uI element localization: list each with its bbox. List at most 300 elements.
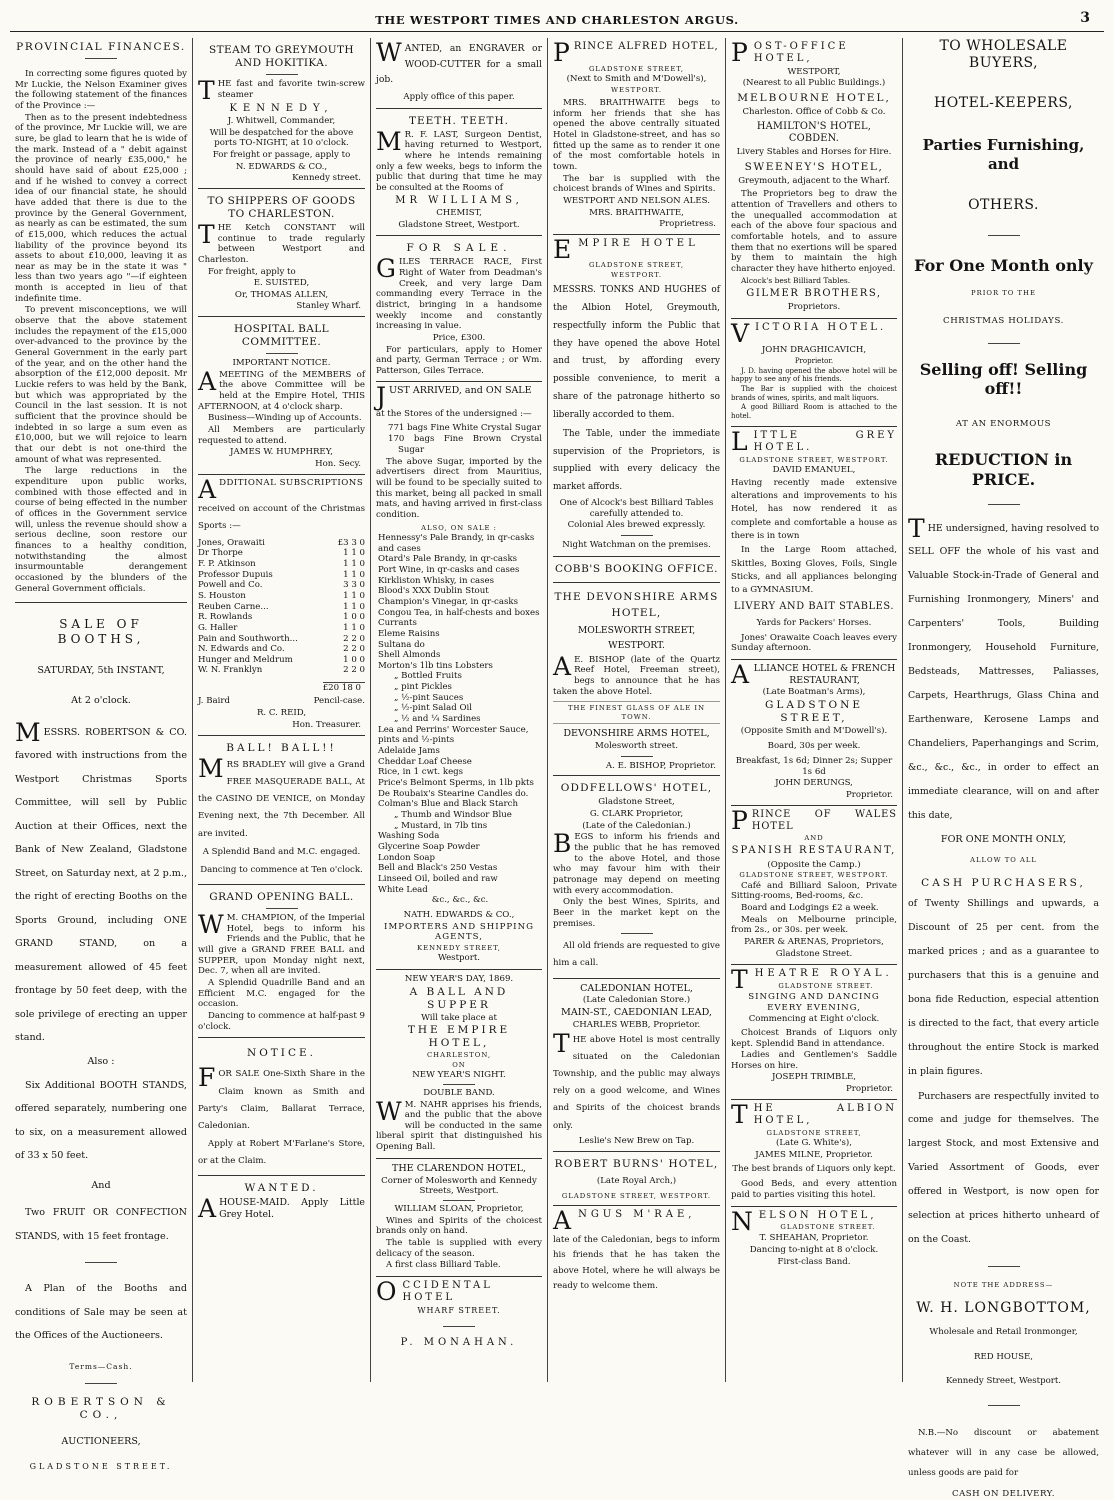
bradley <box>198 753 365 843</box>
goods-item: Price's Belmont Sperms, in 1lb pkts <box>378 778 534 789</box>
shippers-heading: TO SHIPPERS OF GOODS TO CHARLESTON. <box>207 194 356 220</box>
alliance-heading: LLIANCE HOTEL & FRENCH RESTAURANT, <box>753 663 896 686</box>
finances-para-4: The large reductions in the expenditure upon public works, combined with those effected and in course of being effected in the number of offices in the Government service will, unless the revenue should show a serious decline, soon restore our finances to a healthy condition, notwithstanding the almost insurmountable derangement occasioned by the blunders of the General Government officials. <box>15 466 187 594</box>
goods-item: Congou Tea, in half-chests and boxes <box>378 607 540 618</box>
prince-alfred-ad <box>553 38 720 235</box>
steam-heading: STEAM TO GREYMOUTH AND HOKITIKA. <box>209 44 354 70</box>
cal-above-text: HE above Hotel is most centrally situated on the Caledonian Township, and the public may always rely on a good welcome, and Wines and Spirits of the choicest brands only. <box>553 1034 720 1131</box>
webb: CHARLES WEBB, Proprietor. <box>572 1020 701 1031</box>
drop-cap: A <box>553 651 572 681</box>
one-month: For One Month only <box>914 255 1093 275</box>
pa-next-to: (Next to Smith and M'Dowell's), <box>566 73 707 84</box>
subscription-amount: 1 0 0 <box>343 612 365 623</box>
corner: Corner of Molesworth and Kennedy Streets, Westport. <box>381 1175 537 1197</box>
emanuel-text: Having recently made extensive alterations and improvements to his Hotel, has now rendered it as complete and comfortable a house as there is in town <box>731 477 897 541</box>
divider <box>988 1405 1020 1406</box>
subscription-row <box>198 559 365 570</box>
subscriptions-ad <box>198 475 365 736</box>
subscription-row <box>198 538 365 549</box>
column-3 <box>371 38 548 1382</box>
pa-gladstone: GLADSTONE STREET, <box>588 64 685 73</box>
dentist <box>376 126 542 194</box>
westport: Westport. <box>437 953 481 964</box>
clarendon-billiards: A first class Billiard Table. <box>386 1260 501 1271</box>
subscription-amount: 1 1 0 <box>343 601 365 612</box>
page-number: 3 <box>1080 10 1090 26</box>
alliance-ad <box>731 660 897 805</box>
masthead <box>10 10 1104 32</box>
booths-body-text: ESSRS. ROBERTSON & CO. favored with instructions from the Westport Christmas Sports Committee, will sell by Public Auction at their Offices, next the Bank of New Zealand, Gladstone Street, on Saturday next, at 2 p.m., the right of erecting Booths on the Sports Ground, including ONE GRAND STAND, on a measurement allowed of 45 feet frontage by 50 feet deep, with the sole privilege of erecting an upper stand. <box>15 726 187 1044</box>
subscription-amount: 2 2 0 <box>343 633 365 644</box>
freight-note: For freight or passage, apply to <box>212 149 351 160</box>
for-sale-heading: FOR SALE. <box>406 242 512 255</box>
albion <box>731 1099 897 1129</box>
subscription-amount: £3 3 0 <box>337 537 365 548</box>
opposite-camp: (Opposite the Camp.) <box>767 859 861 870</box>
ship-name: KENNEDY, <box>229 102 334 114</box>
coach: Jones' Orawaite Coach leaves every Sunday afternoon. <box>731 632 897 654</box>
first-class-band: First-class Band. <box>777 1256 851 1267</box>
divider <box>988 343 1020 344</box>
agent: N. EDWARDS & CO., <box>235 161 328 172</box>
divider <box>621 535 653 536</box>
clarendon-ad <box>376 1159 542 1277</box>
tonks: MESSRS. TONKS AND HUGHES of the Albion Hotel, Greymouth, respectfully inform the Public that they have opened the above Hotel and trust, by affording every possible convenience, to merit a share of the patronage hitherto so liberally accorded to them. <box>553 285 720 420</box>
subscriptions-table <box>198 538 365 677</box>
best-brands: The best brands of Liquors only kept. <box>732 1164 896 1175</box>
odd-only: Only the best Wines, Spirits, and Beer in the market kept on the premises. <box>553 897 720 929</box>
also-on-sale: ALSO, ON SALE : <box>421 523 497 532</box>
occidental <box>376 1276 542 1306</box>
sheahan: T. SHEAHAN, Proprietor. <box>759 1233 869 1244</box>
subscription-amount: 1 0 0 <box>343 654 365 665</box>
mrae <box>553 1206 720 1236</box>
giles-race-text: ILES TERRACE RACE, First Right of Water from Deadman's Creek, and very large Dam commanding every Terrace in the district, bringing in a handsome weekly income and constantly increasing in value. <box>376 257 542 332</box>
divider <box>266 74 298 75</box>
also: Also : <box>87 1055 115 1067</box>
suisted: E. SUISTED, <box>253 278 310 289</box>
nelson-street: GLADSTONE STREET. <box>780 1223 876 1232</box>
secretary-title: Hon. Secy. <box>315 459 361 470</box>
opening-ball-ad <box>198 885 365 1038</box>
goods-item: Cheddar Loaf Cheese <box>378 756 472 767</box>
double-band: DOUBLE BAND. <box>423 1087 495 1098</box>
empire-hotel: THE EMPIRE HOTEL, <box>407 1024 511 1050</box>
reduction: REDUCTION in PRICE. <box>934 449 1073 489</box>
engraver <box>376 38 542 88</box>
drop-cap: M <box>376 126 402 156</box>
prince-wales <box>731 805 897 835</box>
drop-cap: O <box>376 1276 400 1306</box>
goods-item: De Roubaix's Stearine Candles do. <box>378 788 529 799</box>
nahr <box>376 1096 542 1153</box>
cafe: Café and Billiard Saloon, Private Sitting-rooms, Bed-rooms, &c. <box>731 880 897 902</box>
divider <box>988 504 1020 505</box>
subscriber-name: S. Houston <box>198 590 246 601</box>
subscriber-name: Jones, Orawaiti <box>198 537 265 548</box>
drop-cap: W <box>198 910 224 940</box>
sale-date: SATURDAY, 5th INSTANT, <box>37 664 165 676</box>
nelson-ad <box>731 1207 897 1267</box>
new-years-night: NEW YEAR'S NIGHT. <box>412 1070 506 1081</box>
steam-intro <box>198 76 365 106</box>
drop-cap: M <box>15 717 41 747</box>
new-year-ad <box>376 970 542 1159</box>
little-grey <box>731 426 897 456</box>
drop-cap: A <box>731 660 750 690</box>
for-sale-ad <box>376 236 542 382</box>
gilmer-props: Proprietors. <box>787 302 841 313</box>
empire-gladstone: GLADSTONE STREET, <box>588 261 685 270</box>
goods-item: Glycerine Soap Powder <box>378 841 480 852</box>
bradley-text: RS BRADLEY will give a Grand FREE MASQUERADE BALL, At the CASINO DE VENICE, on Monday Evening next, the 7th December. All are invited. <box>198 759 365 839</box>
alliance <box>731 660 897 690</box>
parer: PARER & ARENAS, Proprietors, <box>744 937 884 948</box>
allen: Or, THOMAS ALLEN, <box>234 289 329 300</box>
oddfellows-heading: ODDFELLOWS' HOTEL, <box>560 782 713 795</box>
wharf-street: WHARF STREET. <box>417 1305 501 1315</box>
subscription-row <box>198 623 365 634</box>
goods-item: „ pint Pickles <box>394 682 452 693</box>
subscription-row <box>198 612 365 623</box>
drop-cap: L <box>731 426 751 456</box>
provincial-finances-heading: PROVINCIAL FINANCES. <box>16 41 186 53</box>
drop-cap: P <box>731 38 751 67</box>
melbourne-heading: MELBOURNE HOTEL, <box>737 92 891 105</box>
proprietress: Proprietress. <box>659 219 716 230</box>
goods-item: Sultana do <box>378 639 425 650</box>
drop-cap: F <box>198 1063 216 1093</box>
column-6 <box>903 38 1104 1500</box>
opening-ball-heading: GRAND OPENING BALL. <box>209 891 354 904</box>
longbottom-body-text: HE undersigned, having resolved to SELL OFF the whole of his vast and Valuable Stock-in-Trade of General and Furnishing Ironmongery, Miners' and Carpenters' Tools, Building Ironmongery, Household Furniture, Bedsteads, Mattresses, Paliasses, Carpets, Hearthrugs, Glass China and Earthenware, Kerosene Lamps and Chandeliers, Paperhangings and Scrim, &c., &c., &c., in order to effect an immediate clearance, will on and after this date, <box>908 522 1099 822</box>
drop-cap: E <box>553 234 576 264</box>
commander: J. Whitwell, Commander, <box>227 115 336 126</box>
dancing: Dancing to commence at Ten o'clock. <box>200 864 363 875</box>
burns-heading: ROBERT BURNS' HOTEL, <box>554 1158 719 1171</box>
bishop-text: E. BISHOP (late of the Quartz Reef Hotel, Freeman street), begs to announce that he has taken the above Hotel. <box>553 654 720 697</box>
hamilton-heading: HAMILTON'S HOTEL, COBDEN. <box>756 120 872 144</box>
subscription-amount: 1 1 0 <box>343 622 365 633</box>
divider <box>266 908 298 909</box>
occidental-heading: CCIDENTAL HOTEL <box>402 1279 493 1304</box>
stores-note: at the Stores of the undersigned :— <box>376 408 532 419</box>
secretary: JAMES W. HUMPHREY, <box>230 447 333 458</box>
drop-cap: A <box>553 1206 576 1236</box>
others: OTHERS. <box>968 197 1039 214</box>
devonshire-heading: THE DEVONSHIRE ARMS HOTEL, <box>554 590 719 620</box>
subscription-row <box>198 634 365 645</box>
divider <box>621 933 653 934</box>
subscriber-name: N. Edwards and Co. <box>198 644 285 655</box>
molesworth-2: Molesworth street. <box>595 741 678 751</box>
drop-cap: M <box>198 753 224 783</box>
drop-cap: J <box>376 382 387 412</box>
goods-item: Blood's XXX Dublin Stout <box>378 586 489 597</box>
edwards-firm: NATH. EDWARDS & CO., <box>403 909 515 920</box>
wanted-ad <box>198 1176 365 1224</box>
theatre-heading: HEATRE ROYAL. <box>754 968 893 980</box>
livery: Livery Stables and Horses for Hire. <box>736 147 892 158</box>
odd-begs-text: EGS to inform his friends and the public that he has removed to the above Hotel, and those who may favour him with their patronage may depend on meeting with every accommodation. <box>553 832 720 896</box>
subscription-amount: 3 3 0 <box>343 580 365 591</box>
for-one-month: FOR ONE MONTH ONLY, <box>940 834 1067 846</box>
victoria-ad <box>731 319 897 427</box>
subscriber-name: R. Rowlands <box>198 612 253 623</box>
plan-note: A Plan of the Booths and conditions of Sale may be seen at the Offices of the Auctioneers. <box>15 1283 187 1342</box>
quadrille: A Splendid Quadrille Band and an Efficient M.C. engaged for the occasion. <box>198 978 365 1010</box>
divider <box>443 1200 475 1201</box>
drop-cap: P <box>731 805 749 835</box>
share-sale-text: OR SALE One-Sixth Share in the Claim known as Smith and Party's Claim, Ballarat Terrace, Caledonian. <box>198 1069 365 1131</box>
goods-item: Lea and Perrins' Worcester Sauce, pints and ½-pints <box>378 724 529 746</box>
column-2 <box>193 38 371 1382</box>
williams: MR WILLIAMS, <box>395 194 523 206</box>
chemist: CHEMIST, <box>436 207 482 218</box>
goods-item: Morton's 1lb tins Lobsters <box>378 660 493 671</box>
empire-table: The Table, under the immediate supervision of the Proprietors, is supplied with every delicacy the market affords. <box>553 428 720 493</box>
choicest: Choicest Brands of Liquors only kept. Splendid Band in attendance. <box>731 1027 897 1049</box>
wholesale-retail: Wholesale and Retail Ironmonger, <box>929 1327 1078 1338</box>
post-office <box>731 38 897 67</box>
steam-ad <box>198 38 365 189</box>
board: Board, 30s per week. <box>767 740 861 751</box>
goods-item: „ Thumb and Windsor Blue <box>394 810 512 821</box>
alliance-street: GLADSTONE STREET, <box>764 699 864 725</box>
little-grey-ad <box>731 427 897 660</box>
departure: Will be despatched for the above ports TO-NIGHT, at 10 o'clock. <box>209 127 354 149</box>
alcock: One of Alcock's best Billiard Tables carefully attended to. <box>559 497 714 519</box>
subscriber-name: G. Haller <box>198 622 238 633</box>
finances-para-2: Then as to the present indebtedness of the province, Mr Luckie will, we are sure, be glad to learn that he is wide of the mark. Instead of a " debit against the province of nearly £35,000," he should have said of about £25,000 ; and if he wished to convey a correct idea of our financial state, he should have added that there is due to the province by the General Government, as nearly as can be estimated, the sum of £15,000, which reduces the actual liability of the province beyond its assets to about £10,000, leaving it as near as may be in the state it was " less than two years ago "—if eighteen month is accepted in lieu of that indefinite time. <box>15 112 187 304</box>
auctioneers: AUCTIONEERS, <box>61 1436 141 1448</box>
apply-store: Apply at Robert M'Farlane's Store, or at the Claim. <box>198 1139 365 1167</box>
theatre-street: GLADSTONE STREET. <box>778 981 874 990</box>
cash-purchasers: CASH PURCHASERS, <box>921 876 1086 889</box>
goods-item: Rice, in 1 cwt. kegs <box>378 767 464 778</box>
subscription-row <box>198 548 365 559</box>
subscriber-name: Hunger and Meldrum <box>198 654 293 665</box>
divider <box>988 235 1020 236</box>
subscriber-name: Professor Dupuis <box>198 569 273 580</box>
subscription-row <box>198 570 365 581</box>
odd-gladstone: Gladstone Street, <box>598 797 675 808</box>
goods-item: &c., &c., &c. <box>431 895 489 906</box>
empire-heading: MPIRE HOTEL <box>578 237 699 249</box>
alliance-opposite: (Opposite Smith and M'Dowell's). <box>740 726 888 737</box>
empire-hotel-ad <box>553 235 720 557</box>
main-st: MAIN-ST., CAEDONIAN LEAD, <box>561 1007 712 1019</box>
importers: IMPORTERS AND SHIPPING AGENTS, <box>384 921 534 943</box>
divider <box>85 1383 117 1384</box>
six-booths: Six Additional BOOTH STANDS, offered separately, numbering one to six, on a measurement allowed of 33 x 50 feet. <box>15 1079 187 1162</box>
goods-item: Linseed Oil, boiled and raw <box>378 873 498 884</box>
melbourne-cobb: Charleston. Office of Cobb & Co. <box>742 107 886 118</box>
hotel-keepers: HOTEL-KEEPERS, <box>934 94 1073 111</box>
empire <box>553 234 720 264</box>
po-westport: WESTPORT, <box>787 66 841 77</box>
cal-above <box>553 1028 720 1135</box>
mrae-ad <box>553 1206 720 1294</box>
terms: Terms—Cash. <box>69 1361 133 1371</box>
subscription-row <box>198 665 365 676</box>
mrs-braithwaite: MRS. BRAITHWAITE, <box>589 207 684 218</box>
splendid-band: A Splendid Band and M.C. engaged. <box>202 846 361 857</box>
important-notice: IMPORTANT NOTICE. <box>232 358 331 369</box>
drop-cap: G <box>376 254 396 284</box>
subscription-row <box>198 591 365 602</box>
charleston: CHARLESTON, <box>426 1051 492 1060</box>
devonshire-ad <box>553 583 720 777</box>
selling-off: Selling off! Selling off!! <box>919 359 1088 399</box>
parer-street: Gladstone Street. <box>775 948 853 959</box>
ketch <box>198 219 365 266</box>
gladstone-street: GLADSTONE STREET. <box>29 1462 173 1472</box>
goods-item: Eleme Raisins <box>378 628 440 639</box>
columns <box>10 38 1104 1500</box>
booths-body <box>15 717 187 1050</box>
giles-race <box>376 254 542 332</box>
teeth-ad <box>376 109 542 237</box>
cobbs-ad <box>553 557 720 583</box>
drop-cap: T <box>198 76 215 106</box>
goods-item: Washing Soda <box>378 831 440 842</box>
teeth-heading: TEETH. TEETH. <box>409 114 509 127</box>
subscriber-name: Dr Thorpe <box>198 548 243 559</box>
caledonian-heading: CALEDONIAN HOTEL, <box>580 982 693 994</box>
baird-gift: Pencil-case. <box>313 695 365 706</box>
night-watchman: Night Watchman on the premises. <box>562 539 711 550</box>
vic-jd: J. D. having opened the above hotel will be happy to see any of his friends. <box>731 366 897 384</box>
boatmans: (Late Boatman's Arms), <box>762 687 866 698</box>
odd-begs <box>553 829 720 896</box>
just-arrived-ad <box>376 382 542 970</box>
subs-head <box>198 474 365 504</box>
nahr-text: M. NAHR apprises his friends, and the public that the above will be conducted in the same liberal spirit that distinguished his Opening Ball. <box>376 1099 542 1153</box>
subs-received: received on account of the Christmas Sports :— <box>198 504 365 532</box>
drop-cap: A <box>198 474 217 504</box>
prince-wales-ad <box>731 806 897 966</box>
sweeney-heading: SWEENEY'S HOTEL, <box>744 160 884 173</box>
subscriber-name: Powell and Co. <box>198 580 263 591</box>
pa-bar: The bar is supplied with the choicest brands of Wines and Spirits. <box>553 173 720 195</box>
lg-street: GLADSTONE STREET, WESTPORT. <box>739 455 889 464</box>
dentist-text: R. F. LAST, Surgeon Dentist, having returned to Westport, where he intends remaining only a few weeks, begs to inform the public that during that time he may be consulted at the Rooms of <box>376 129 542 193</box>
drop-cap: T <box>731 1099 751 1129</box>
monahan: P. MONAHAN. <box>400 1336 518 1348</box>
engraver-text: ANTED, an ENGRAVER or WOOD-CUTTER for a small job. <box>376 43 542 86</box>
sale-time: At 2 o'clock. <box>71 694 131 706</box>
particulars: For particulars, apply to Homer and party, German Terrace ; or Wm. Patterson, Giles Terrace. <box>376 344 542 376</box>
share-sale <box>198 1063 365 1135</box>
wanted-heading: WANTED. <box>244 1182 319 1195</box>
molesworth: MOLESWORTH STREET, WESTPORT. <box>577 625 696 651</box>
subscriber-name: W. N. Franklyn <box>198 665 263 676</box>
divider <box>15 602 187 603</box>
subscription-amount: 1 1 0 <box>343 558 365 569</box>
subscription-row <box>198 602 365 613</box>
goods-item: „ ½-pint Salad Oil <box>394 703 473 714</box>
goods-item: Hennessy's Pale Brandy, in qr-casks and cases <box>378 532 535 554</box>
goods-item: Shell Almonds <box>378 650 441 661</box>
sweeney-greymouth: Greymouth, adjacent to the Wharf. <box>738 175 890 186</box>
victoria <box>731 318 897 348</box>
meeting <box>198 366 365 413</box>
discount: of Twenty Shillings and upwards, a Discount of 25 per cent. from the marked prices ; and as a guarantee to purchasers that this is a genuine and bona fide Reduction, especial attention is directed to the fact, that every article throughout the entire Stock is marked in plain figures. <box>908 897 1099 1077</box>
emanuel: DAVID EMANUEL, <box>772 465 856 476</box>
baird-row <box>198 696 365 707</box>
treasurer-name: R. C. REID, <box>256 708 307 719</box>
late-caledonian: (Late of the Caledonian.) <box>582 820 691 831</box>
good-beds: Good Beds, and every attention paid to parties visiting this hotel. <box>731 1179 897 1201</box>
ball-ad <box>198 736 365 885</box>
po-nearest: (Nearest to all Public Buildings.) <box>742 78 886 89</box>
goods-item: Currants <box>378 618 417 629</box>
goods-item: „ Bottled Fruits <box>394 671 462 682</box>
longbottom-street: Kennedy Street, Westport. <box>945 1376 1062 1387</box>
drop-cap: A <box>198 366 217 396</box>
baird: J. Baird <box>198 695 231 706</box>
little-grey-heading: ITTLE GREY HOTEL. <box>753 429 897 454</box>
melb-meals: Meals on Melbourne principle, from 2s., or 30s. per week. <box>731 914 897 936</box>
trimble: JOSEPH TRIMBLE, <box>771 1072 857 1083</box>
meeting-text: MEETING of the MEMBERS of the above Committee will be held at the Empire Hotel, THIS AFTERNOON, at 4 o'clock sharp. <box>198 369 365 412</box>
ketch-text: HE Ketch CONSTANT will continue to trade regularly between Westport and Charleston. <box>198 222 365 265</box>
column-1 <box>10 38 193 1472</box>
mrae-heading: NGUS M'RAE, <box>578 1209 696 1221</box>
milne: JAMES MILNE, Proprietor. <box>755 1149 873 1160</box>
column-4 <box>548 38 726 1382</box>
commencing: Commencing at Eight o'clock. <box>748 1014 880 1025</box>
meals-alliance: Breakfast, 1s 6d; Dinner 2s; Supper 1s 6d <box>735 755 893 777</box>
price: Price, £300. <box>432 332 486 343</box>
goods-item: Adelaide Jams <box>378 746 440 757</box>
drop-cap: A <box>198 1194 217 1224</box>
all-members: All Members are particularly requested to attend. <box>198 425 365 446</box>
prince-wales-heading: RINCE OF WALES HOTEL <box>751 808 897 832</box>
treasurer: Hon. Treasurer. <box>292 720 361 731</box>
note-address: NOTE THE ADDRESS— <box>953 1281 1054 1290</box>
freight: For freight, apply to <box>208 266 296 277</box>
devonshire-2: DEVONSHIRE ARMS HOTEL, <box>563 728 710 740</box>
drop-cap: T <box>198 219 215 249</box>
new-years-day: NEW YEAR'S DAY, 1869. <box>404 973 514 984</box>
drop-cap: P <box>553 38 571 67</box>
goods-item: Port Wine, in qr-casks and cases <box>378 564 520 575</box>
vic-billiard: A good Billiard Room is attached to the hotel. <box>731 403 897 421</box>
divider <box>85 58 117 59</box>
goods-item: „ ½ and ¼ Sardines <box>394 714 481 725</box>
subscription-amount: 2 2 0 <box>343 644 365 655</box>
ales: WESTPORT AND NELSON ALES. <box>563 195 710 206</box>
late-white: (Late G. White's), <box>776 1137 852 1148</box>
finest-glass: THE FINEST GLASS OF ALE IN TOWN. <box>553 701 720 724</box>
albion-street: GLADSTONE STREET, <box>766 1128 862 1137</box>
board-lodging: Board and Lodgings £2 a week. <box>741 903 879 914</box>
pw-street: GLADSTONE STREET, WESTPORT. <box>739 871 889 880</box>
albion-ad <box>731 1100 897 1207</box>
subscription-amount: 1 1 0 <box>343 548 365 559</box>
derungs-prop: Proprietor. <box>845 789 893 800</box>
subs-heading: DDITIONAL SUBSCRIPTIONS <box>219 477 364 488</box>
gymnasium: In the Large Room attached, Skittles, Boxing Gloves, Foils, Single Sticks, and all appliances belonging to a GYMNASIUM. <box>731 545 897 596</box>
engraver-ad <box>376 38 542 109</box>
agent-street: Kennedy street. <box>292 173 361 184</box>
allow-to-all: ALLOW TO ALL <box>970 856 1037 865</box>
drop-cap: T <box>908 513 925 543</box>
sugar-text: The above Sugar, imported by the advertisers direct from Mauritius, will be found to be specially suited to this market, being all packed in small mats, and having arrived in first-class condition. <box>376 456 542 520</box>
late-royal-arch: (Late Royal Arch,) <box>596 1176 677 1187</box>
